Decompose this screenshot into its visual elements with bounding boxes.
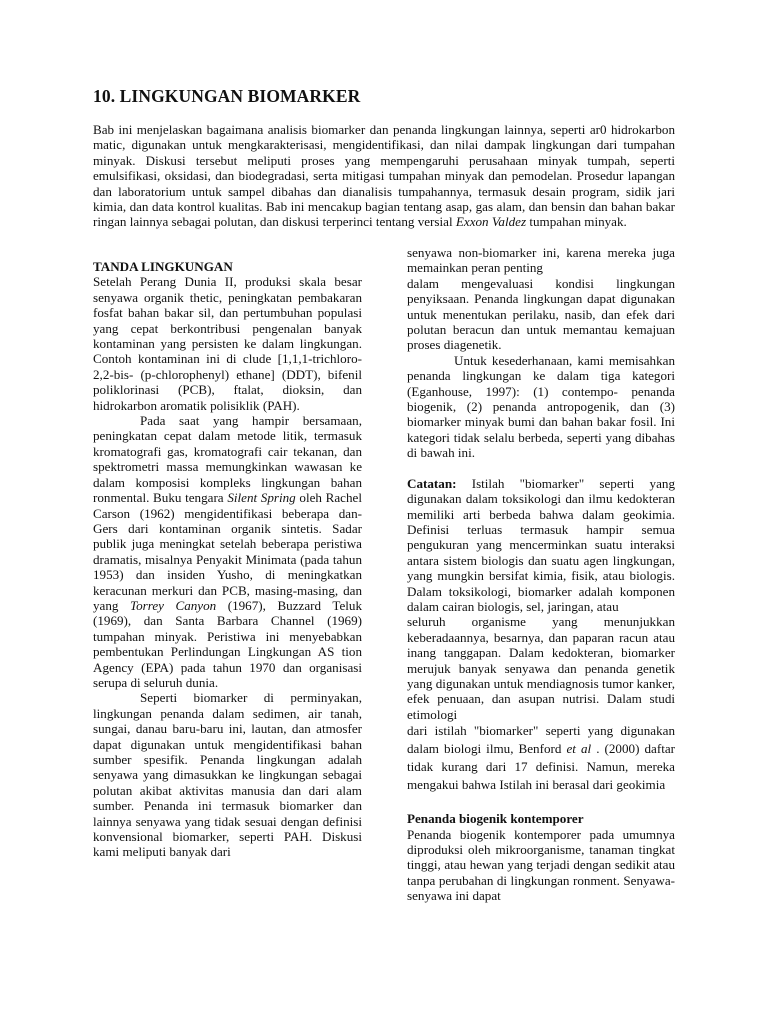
note-paragraph-continued: seluruh organisme yang menunjukkan keberadaannya, besarnya, dan paparan racun atau inang tanggapan. Dalam kedokteran, biomarker merujuk banyak senyawa dan penanda genetik yang digunakan untuk mendiagnosis tumor kanker, efek penuaan, dan asupan nutrisi. Dalam studi etimologi — [407, 614, 675, 722]
note-label: Catatan: — [407, 475, 457, 491]
intro-paragraph — [93, 122, 675, 230]
left-p2-italic-2: Torrey Canyon — [129, 597, 217, 613]
note-text-a: Istilah "biomarker" seperti yang digunakan dalam toksikologi dan ilmu kedokteran memiliki arti berbeda bahwa dalam geokimia. Definisi terluas termasuk hampir semua pengukuran yang mencerminkan suatu interaksi antara sistem biologis dan suatu agen lingkungan, yang mungkin bersifat kimia, fisik, atau biologis. Dalam toksikologi, biomarker adalah komponen dalam cairan biologis, sel, jaringan, atau — [407, 475, 675, 614]
left-p2-text-1: Pada saat yang hampir bersamaan, peningkatan cepat dalam metode litik, termasuk kromatografi gas, kromatografi cair tekanan, dan spektrometri massa memungkinkan wawasan ke dalam komposisi kompleks lingkungan bahan ronmental. Buku tengara — [93, 413, 362, 506]
left-p2-text-3: (1967), Buzzard Teluk (1969), dan Santa Barbara Channel (1969) tumpahan minyak. Peristiwa ini menyebabkan pembentukan Perlindungan Lingkungan AS tion Agency (EPA) pada tahun 1970 dan organisasi serupa di seluruh dunia. — [93, 597, 362, 690]
spacer — [407, 794, 675, 811]
left-p2-italic-1: Silent Spring — [227, 490, 296, 506]
note-paragraph — [407, 476, 675, 615]
note-etymology-text-1: dari istilah "biomarker" seperti yang digunakan dalam biologi ilmu, Benford — [407, 723, 675, 757]
left-paragraph-1: Setelah Perang Dunia II, produksi skala besar senyawa organik thetic, peningkatan pembakaran fosfat bahan bakar sil, dan pertumbuhan populasi yang cepat berkontribusi pengenalan banyak kontaminan yang persisten ke dalam lingkungan. Contoh kontaminan ini di clude [1,1,1-trichloro-2,2-bis- (p-chlorophenyl) ethane] (DDT), bifenil poliklorinasi (PCB), ftalat, dioksin, dan hidrokarbon aromatik polisiklik (PAH). — [93, 274, 362, 413]
chapter-title: 10. LINGKUNGAN BIOMARKER — [93, 86, 361, 106]
right-column — [407, 245, 675, 904]
right-paragraph-4: Penanda biogenik kontemporer pada umumnya diproduksi oleh mikroorganisme, tanaman tingkat tinggi, atau hewan yang terjadi dengan sedikit atau tanpa perubahan di lingkungan ronment. Senyawa-senyawa ini dapat — [407, 826, 675, 904]
left-p2-text-2: oleh Rachel Carson (1962) mengidentifikasi beberapa dan- Gers dari kontaminan organik sintetis. Sadar publik juga meningkat setelah beberapa peristiwa dramatis, misalnya Penyakit Minimata (pada tahun 1953) dan insiden Yusho, di meningkatkan keracunan merkuri dan PCB, masing-masing, dan yang — [93, 490, 362, 613]
left-column — [93, 259, 362, 860]
right-paragraph-1a: senyawa non-biomarker ini, karena mereka juga memainkan peran penting — [407, 245, 675, 276]
section-heading-penanda-biogenik: Penanda biogenik kontemporer — [407, 811, 584, 827]
note-etymology — [407, 722, 675, 794]
left-paragraph-3: Seperti biomarker di perminyakan, lingkungan penanda dalam sedimen, air tanah, sungai, danau baru-baru ini, lautan, dan atmosfer dapat digunakan untuk mengidentifikasi bahan sumber spesifik. Penanda lingkungan adalah senyawa yang dimasukkan ke lingkungan sebagai polutan akibat aktivitas manusia dan dari alam sumber. Penanda ini termasuk biomarker dan lainnya senyawa yang tidak sesuai dengan definisi konvensional biomarker, seperti PAH. Diskusi kami meliputi banyak dari — [93, 690, 362, 860]
note-etymology-italic: et al — [566, 741, 592, 757]
intro-italic: Exxon Valdez — [455, 214, 527, 230]
note-etymology-text-2: . (2000) daftar tidak kurang dari 17 definisi. Namun, mereka mengakui bahwa Istilah ini berasal dari geokimia — [407, 741, 676, 793]
intro-text-end: tumpahan minyak. — [526, 214, 627, 230]
intro-text: Bab ini menjelaskan bagaimana analisis biomarker dan penanda lingkungan lainnya, seperti ar0 hidrokarbon matic, digunakan untuk mengkarakterisasi, mengidentifikasi, dan nilai dampak lingkungan dari tumpahan minyak. Diskusi tersebut meliputi proses yang mempengaruhi perusahaan minyak tumpah, seperti emulsifikasi, oksidasi, dan biodegradasi, serta mitigasi tumpahan minyak dan pemodelan. Prosedur lapangan dan laboratorium untuk sampel dibahas dan dianalisis tumpahannya, termasuk desain program, sidik jari kimia, dan data kontrol kualitas. Bab ini mencakup bagian tentang asap, gas alam, dan bensin dan bahan bakar ringan lainnya sebagai polutan, dan diskusi terperinci tentang versial — [93, 122, 675, 230]
right-paragraph-1b: dalam mengevaluasi kondisi lingkungan penyiksaan. Penanda lingkungan dapat digunakan untuk menentukan perilaku, nasib, dan efek dari polutan beracun dan untuk memantau kemajuan proses diagenetik. — [407, 275, 675, 353]
right-paragraph-2: Untuk kesederhanaan, kami memisahkan penanda lingkungan ke dalam tiga kategori (Eganhouse, 1997): (1) contempo- penanda biogenik, (2) penanda antropogenik, dan (3) biomarker minyak bumi dan bahan bakar fosil. Ini kategori tidak selalu berbeda, seperti yang dibahas di bawah ini. — [407, 352, 675, 461]
section-heading-tanda-lingkungan: TANDA LINGKUNGAN — [93, 259, 233, 274]
spacer — [407, 461, 675, 476]
left-paragraph-2 — [93, 413, 362, 690]
